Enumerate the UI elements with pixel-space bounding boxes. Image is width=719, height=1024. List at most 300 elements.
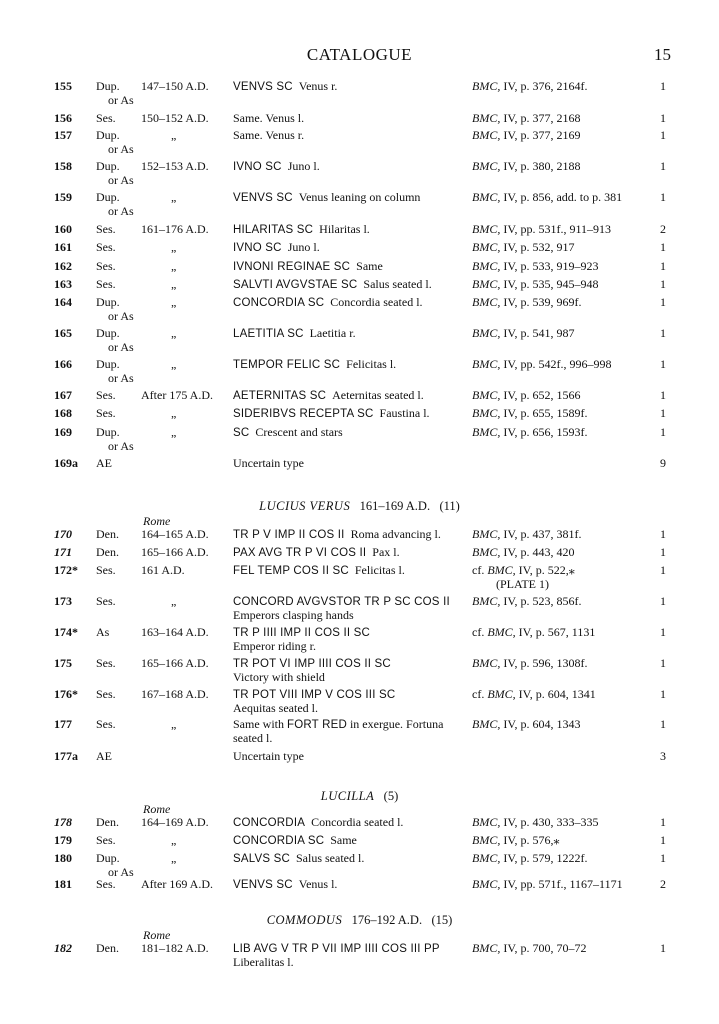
section-heading-lucilla	[0, 789, 719, 804]
entry-date: 150–152 A.D.	[141, 111, 209, 125]
specimen-count: 1	[660, 851, 666, 865]
reverse-description	[233, 79, 465, 94]
denomination: Ses.	[96, 406, 116, 420]
reverse-description	[233, 128, 465, 142]
ditto-mark: „	[171, 851, 177, 865]
reverse-type: Salus seated l.	[296, 851, 365, 865]
specimen-count: 1	[660, 815, 666, 829]
coin-legend: SC	[233, 427, 250, 439]
entry-number: 172*	[54, 563, 78, 577]
bmc-reference	[472, 877, 652, 891]
reverse-type: Same	[330, 833, 357, 847]
reverse-type: Hilaritas l.	[319, 222, 370, 236]
entry-number: 158	[54, 159, 72, 173]
entry-number: 167	[54, 388, 72, 402]
ref-source: BMC,	[472, 222, 501, 236]
coin-legend: PAX AVG TR P VI COS II	[233, 547, 367, 559]
bmc-reference	[472, 594, 652, 608]
entry-number: 161	[54, 240, 72, 254]
reverse-type: Concordia seated l.	[330, 295, 423, 309]
denomination-alt: or As	[108, 309, 134, 323]
ref-detail: IV, p. 377, 2169	[500, 128, 581, 142]
coin-legend: TR POT VIII IMP V COS III SC	[233, 689, 396, 701]
ref-source: BMC,	[472, 815, 501, 829]
denomination: Dup.	[96, 190, 120, 204]
ref-source: BMC,	[472, 877, 501, 891]
bmc-reference	[472, 357, 652, 371]
entry-number: 164	[54, 295, 72, 309]
mint-label: Rome	[143, 514, 171, 528]
entry-number: 182	[54, 941, 72, 955]
reverse-type: Roma advancing l.	[350, 527, 441, 541]
ref-detail: IV, p. 656, 1593f.	[500, 425, 588, 439]
reverse-type: Laetitia r.	[309, 326, 356, 340]
specimen-count: 1	[660, 625, 666, 639]
reverse-description	[233, 625, 465, 640]
reverse-type: Same	[356, 259, 383, 273]
ref-source: BMC,	[472, 295, 501, 309]
ref-source: BMC,	[472, 277, 501, 291]
entry-number: 174*	[54, 625, 78, 639]
denomination: Ses.	[96, 594, 116, 608]
reverse-description	[233, 545, 465, 560]
coin-legend: TR P V IMP II COS II	[233, 529, 345, 541]
denomination: Ses.	[96, 687, 116, 701]
ditto-mark: „	[171, 277, 177, 291]
entry-date: 164–169 A.D.	[141, 815, 209, 829]
specimen-count: 1	[660, 833, 666, 847]
ref-detail: IV, p. 522,⁎	[515, 563, 575, 577]
entry-number: 162	[54, 259, 72, 273]
specimen-count: 1	[660, 128, 666, 142]
ref-source: BMC,	[472, 159, 501, 173]
exergue-legend: FORT RED	[287, 719, 347, 731]
specimen-count: 1	[660, 527, 666, 541]
denomination-alt: or As	[108, 173, 134, 187]
entry-number: 178	[54, 815, 72, 829]
ditto-mark: „	[171, 425, 177, 439]
denomination: Ses.	[96, 111, 116, 125]
denomination: Dup.	[96, 79, 120, 93]
bmc-reference	[472, 295, 652, 309]
coin-legend: TEMPOR FELIC SC	[233, 359, 341, 371]
denomination: Dup.	[96, 425, 120, 439]
page-title: CATALOGUE	[306, 45, 413, 64]
bmc-reference	[472, 656, 652, 670]
reverse-description	[233, 190, 465, 205]
entry-number: 170	[54, 527, 72, 541]
ditto-mark: „	[171, 240, 177, 254]
coin-legend: LAETITIA SC	[233, 328, 304, 340]
ref-detail: IV, p. 567, 1131	[515, 625, 596, 639]
specimen-count: 1	[660, 190, 666, 204]
specimen-count: 1	[660, 545, 666, 559]
specimen-count: 9	[660, 456, 666, 470]
section-dates: 176–192 A.D.	[351, 913, 423, 927]
section-count: (5)	[383, 789, 399, 803]
specimen-count: 1	[660, 717, 666, 731]
reverse-type: Same. Venus l.	[233, 111, 305, 125]
reverse-type-cont: in exergue. Fortuna	[346, 717, 444, 731]
reverse-type-line2: seated l.	[233, 731, 273, 745]
reverse-type: Juno l.	[287, 159, 320, 173]
denomination: Dup.	[96, 326, 120, 340]
entry-number: 169	[54, 425, 72, 439]
coin-legend: IVNO SC	[233, 242, 282, 254]
entry-number: 175	[54, 656, 72, 670]
coin-legend: SALVTI AVGVSTAE SC	[233, 279, 358, 291]
ref-prefix: cf.	[472, 563, 488, 577]
reverse-type: Concordia seated l.	[311, 815, 404, 829]
reverse-type-line2: Liberalitas l.	[233, 955, 294, 969]
reverse-type-line2: Emperors clasping hands	[233, 608, 354, 622]
denomination: Den.	[96, 527, 119, 541]
reverse-description	[233, 326, 465, 341]
reverse-description	[233, 527, 465, 542]
coin-legend: SIDERIBVS RECEPTA SC	[233, 408, 374, 420]
ditto-mark: „	[171, 326, 177, 340]
denomination-alt: or As	[108, 204, 134, 218]
reverse-description	[233, 277, 465, 292]
specimen-count: 1	[660, 563, 666, 577]
ref-detail: IV, p. 655, 1589f.	[500, 406, 588, 420]
specimen-count: 1	[660, 259, 666, 273]
mint-label: Rome	[143, 928, 171, 942]
coin-legend: IVNONI REGINAE SC	[233, 261, 351, 273]
denomination-alt: or As	[108, 93, 134, 107]
entry-date: 167–168 A.D.	[141, 687, 209, 701]
entry-number: 177	[54, 717, 72, 731]
reverse-description	[233, 594, 465, 609]
coin-legend: VENVS SC	[233, 81, 293, 93]
reverse-type: Uncertain type	[233, 456, 304, 470]
ref-detail: IV, p. 541, 987	[500, 326, 575, 340]
ref-detail: IV, pp. 531f., 911–913	[500, 222, 612, 236]
entry-number: 177a	[54, 749, 78, 763]
ref-source: BMC,	[472, 406, 501, 420]
ref-source: BMC,	[472, 111, 501, 125]
denomination: Ses.	[96, 259, 116, 273]
ref-source: BMC,	[472, 388, 501, 402]
ref-detail: IV, pp. 571f., 1167–1171	[500, 877, 623, 891]
reverse-type: Pax l.	[372, 545, 400, 559]
reverse-description	[233, 815, 465, 830]
entry-date: After 175 A.D.	[141, 388, 213, 402]
entry-date: 164–165 A.D.	[141, 527, 209, 541]
reverse-type: Aeternitas seated l.	[332, 388, 424, 402]
specimen-count: 1	[660, 357, 666, 371]
coin-legend: TR POT VI IMP IIII COS II SC	[233, 658, 391, 670]
reverse-description	[233, 687, 465, 702]
ref-source: BMC,	[487, 563, 516, 577]
bmc-reference	[472, 625, 652, 639]
specimen-count: 1	[660, 941, 666, 955]
reverse-type-line2: Emperor riding r.	[233, 639, 316, 653]
denomination: Ses.	[96, 717, 116, 731]
entry-date: 152–153 A.D.	[141, 159, 209, 173]
coin-legend: CONCORDIA	[233, 817, 306, 829]
ref-source: BMC,	[472, 545, 501, 559]
reverse-description	[233, 406, 465, 421]
entry-date: 181–182 A.D.	[141, 941, 209, 955]
reverse-type-line2: Aequitas seated l.	[233, 701, 318, 715]
reverse-description	[233, 222, 465, 237]
denomination: Ses.	[96, 277, 116, 291]
ref-detail: IV, p. 535, 945–948	[500, 277, 599, 291]
bmc-reference	[472, 527, 652, 541]
specimen-count: 1	[660, 326, 666, 340]
ref-source: BMC,	[472, 79, 501, 93]
specimen-count: 1	[660, 687, 666, 701]
ditto-mark: „	[171, 190, 177, 204]
entry-number: 171	[54, 545, 72, 559]
denomination: Ses.	[96, 563, 116, 577]
reverse-description	[233, 425, 465, 440]
coin-legend: CONCORD AVGVSTOR TR P SC COS II	[233, 596, 450, 608]
reverse-description	[233, 749, 465, 763]
ref-detail: IV, p. 437, 381f.	[500, 527, 582, 541]
entry-number: 168	[54, 406, 72, 420]
ref-source: BMC,	[472, 941, 501, 955]
entry-number: 169a	[54, 456, 78, 470]
section-name: COMMODUS	[266, 913, 343, 927]
denomination: Dup.	[96, 295, 120, 309]
bmc-reference	[472, 190, 652, 204]
coin-legend: AETERNITAS SC	[233, 390, 327, 402]
coin-legend: IVNO SC	[233, 161, 282, 173]
reverse-type-line2: Victory with shield	[233, 670, 325, 684]
ref-detail: IV, p. 443, 420	[500, 545, 575, 559]
ref-detail: IV, p. 604, 1343	[500, 717, 581, 731]
ref-source: BMC,	[472, 240, 501, 254]
ref-detail: IV, p. 652, 1566	[500, 388, 581, 402]
bmc-reference	[472, 563, 652, 577]
bmc-reference	[472, 277, 652, 291]
reverse-type: Uncertain type	[233, 749, 304, 763]
specimen-count: 2	[660, 222, 666, 236]
entry-number: 155	[54, 79, 72, 93]
specimen-count: 2	[660, 877, 666, 891]
ref-source: BMC,	[472, 527, 501, 541]
reverse-type: Same with	[233, 717, 287, 731]
entry-number: 165	[54, 326, 72, 340]
entry-number: 180	[54, 851, 72, 865]
ref-source: BMC,	[472, 425, 501, 439]
ref-detail: IV, p. 604, 1341	[515, 687, 596, 701]
coin-legend: SALVS SC	[233, 853, 290, 865]
ref-detail: IV, p. 596, 1308f.	[500, 656, 588, 670]
denomination: Ses.	[96, 656, 116, 670]
specimen-count: 1	[660, 111, 666, 125]
denomination: Dup.	[96, 357, 120, 371]
section-heading-lucius-verus	[0, 499, 719, 514]
entry-number: 173	[54, 594, 72, 608]
reverse-type: Juno l.	[287, 240, 320, 254]
entry-number: 181	[54, 877, 72, 891]
bmc-reference	[472, 941, 652, 955]
reverse-type: Salus seated l.	[363, 277, 432, 291]
ref-source: BMC,	[472, 594, 501, 608]
section-dates: 161–169 A.D.	[359, 499, 431, 513]
coin-legend: VENVS SC	[233, 879, 293, 891]
ref-detail: IV, p. 856, add. to p. 381	[500, 190, 623, 204]
reverse-description	[233, 833, 465, 848]
ref-source: BMC,	[472, 851, 501, 865]
section-name: LUCIUS VERUS	[259, 499, 351, 513]
page-number: 15	[654, 45, 671, 64]
entry-number: 166	[54, 357, 72, 371]
ditto-mark: „	[171, 128, 177, 142]
entry-number: 156	[54, 111, 72, 125]
specimen-count: 1	[660, 295, 666, 309]
reverse-description	[233, 240, 465, 255]
ref-detail: IV, p. 700, 70–72	[500, 941, 587, 955]
coin-legend: FEL TEMP COS II SC	[233, 565, 349, 577]
denomination: Ses.	[96, 240, 116, 254]
ref-source: BMC,	[472, 357, 501, 371]
section-name: LUCILLA	[320, 789, 375, 803]
ref-source: BMC,	[472, 833, 501, 847]
denomination: Dup.	[96, 159, 120, 173]
entry-number: 179	[54, 833, 72, 847]
reverse-type: Crescent and stars	[255, 425, 343, 439]
denomination: Dup.	[96, 851, 120, 865]
reverse-type: Felicitas l.	[354, 563, 405, 577]
coin-legend: CONCORDIA SC	[233, 297, 325, 309]
ditto-mark: „	[171, 295, 177, 309]
specimen-count: 1	[660, 79, 666, 93]
ditto-mark: „	[171, 357, 177, 371]
ditto-mark: „	[171, 406, 177, 420]
mint-label: Rome	[143, 802, 171, 816]
bmc-reference	[472, 406, 652, 420]
entry-number: 163	[54, 277, 72, 291]
denomination: Dup.	[96, 128, 120, 142]
specimen-count: 1	[660, 656, 666, 670]
section-count: (15)	[431, 913, 453, 927]
entry-number: 159	[54, 190, 72, 204]
denomination: Den.	[96, 545, 119, 559]
ditto-mark: „	[171, 833, 177, 847]
denomination: Ses.	[96, 877, 116, 891]
reverse-type: Same. Venus r.	[233, 128, 305, 142]
coin-legend: CONCORDIA SC	[233, 835, 325, 847]
coin-legend: LIB AVG V TR P VII IMP IIII COS III PP	[233, 943, 440, 955]
reverse-description	[233, 877, 465, 892]
entry-number: 157	[54, 128, 72, 142]
denomination-alt: or As	[108, 439, 134, 453]
ref-source: BMC,	[472, 259, 501, 273]
ref-detail: IV, p. 579, 1222f.	[500, 851, 588, 865]
denomination: Den.	[96, 941, 119, 955]
coin-legend: TR P IIII IMP II COS II SC	[233, 627, 371, 639]
denomination: Ses.	[96, 388, 116, 402]
ref-source: BMC,	[472, 128, 501, 142]
denomination-alt: or As	[108, 142, 134, 156]
bmc-reference	[472, 259, 652, 273]
reverse-description	[233, 656, 465, 671]
reverse-description	[233, 563, 465, 578]
denomination: Den.	[96, 815, 119, 829]
denomination: Ses.	[96, 222, 116, 236]
entry-date: After 169 A.D.	[141, 877, 213, 891]
denomination: Ses.	[96, 833, 116, 847]
ref-detail: IV, p. 380, 2188	[500, 159, 581, 173]
reverse-description	[233, 259, 465, 274]
reverse-description	[233, 295, 465, 310]
plate-reference: (PLATE 1)	[496, 577, 549, 591]
ditto-mark: „	[171, 717, 177, 731]
reverse-description	[233, 111, 465, 125]
specimen-count: 1	[660, 594, 666, 608]
ref-source: BMC,	[487, 625, 516, 639]
ref-prefix: cf.	[472, 687, 488, 701]
ref-source: BMC,	[472, 717, 501, 731]
specimen-count: 1	[660, 277, 666, 291]
ref-detail: IV, p. 532, 917	[500, 240, 575, 254]
bmc-reference	[472, 79, 652, 93]
reverse-type: Faustina l.	[379, 406, 430, 420]
reverse-description	[233, 717, 465, 732]
entry-number: 160	[54, 222, 72, 236]
reverse-type: Venus leaning on column	[298, 190, 421, 204]
entry-number: 176*	[54, 687, 78, 701]
denomination: As	[96, 625, 110, 639]
reverse-description	[233, 388, 465, 403]
section-count: (11)	[439, 499, 460, 513]
specimen-count: 1	[660, 388, 666, 402]
denomination-alt: or As	[108, 371, 134, 385]
coin-legend: HILARITAS SC	[233, 224, 314, 236]
entry-date: 163–164 A.D.	[141, 625, 209, 639]
bmc-reference	[472, 425, 652, 439]
ref-detail: IV, p. 377, 2168	[500, 111, 581, 125]
ref-prefix: cf.	[472, 625, 488, 639]
entry-date: 165–166 A.D.	[141, 545, 209, 559]
bmc-reference	[472, 687, 652, 701]
reverse-description	[233, 941, 465, 956]
denomination: AE	[96, 456, 112, 470]
ref-detail: IV, p. 523, 856f.	[500, 594, 582, 608]
specimen-count: 1	[660, 240, 666, 254]
bmc-reference	[472, 545, 652, 559]
ref-detail: IV, p. 539, 969f.	[500, 295, 582, 309]
entry-date: 165–166 A.D.	[141, 656, 209, 670]
ref-detail: IV, p. 576,⁎	[500, 833, 560, 847]
coin-legend: VENVS SC	[233, 192, 293, 204]
section-heading-commodus	[0, 913, 719, 928]
denomination-alt: or As	[108, 865, 134, 879]
entry-date: 161–176 A.D.	[141, 222, 209, 236]
bmc-reference	[472, 111, 652, 125]
reverse-description	[233, 357, 465, 372]
bmc-reference	[472, 717, 652, 731]
ref-detail: IV, pp. 542f., 996–998	[500, 357, 612, 371]
ditto-mark: „	[171, 259, 177, 273]
reverse-description	[233, 851, 465, 866]
ref-detail: IV, p. 376, 2164f.	[500, 79, 588, 93]
specimen-count: 3	[660, 749, 666, 763]
ref-source: BMC,	[472, 190, 501, 204]
bmc-reference	[472, 326, 652, 340]
bmc-reference	[472, 159, 652, 173]
ref-detail: IV, p. 430, 333–335	[500, 815, 599, 829]
ref-source: BMC,	[472, 326, 501, 340]
specimen-count: 1	[660, 425, 666, 439]
bmc-reference	[472, 851, 652, 865]
reverse-description	[233, 456, 465, 470]
bmc-reference	[472, 833, 652, 847]
